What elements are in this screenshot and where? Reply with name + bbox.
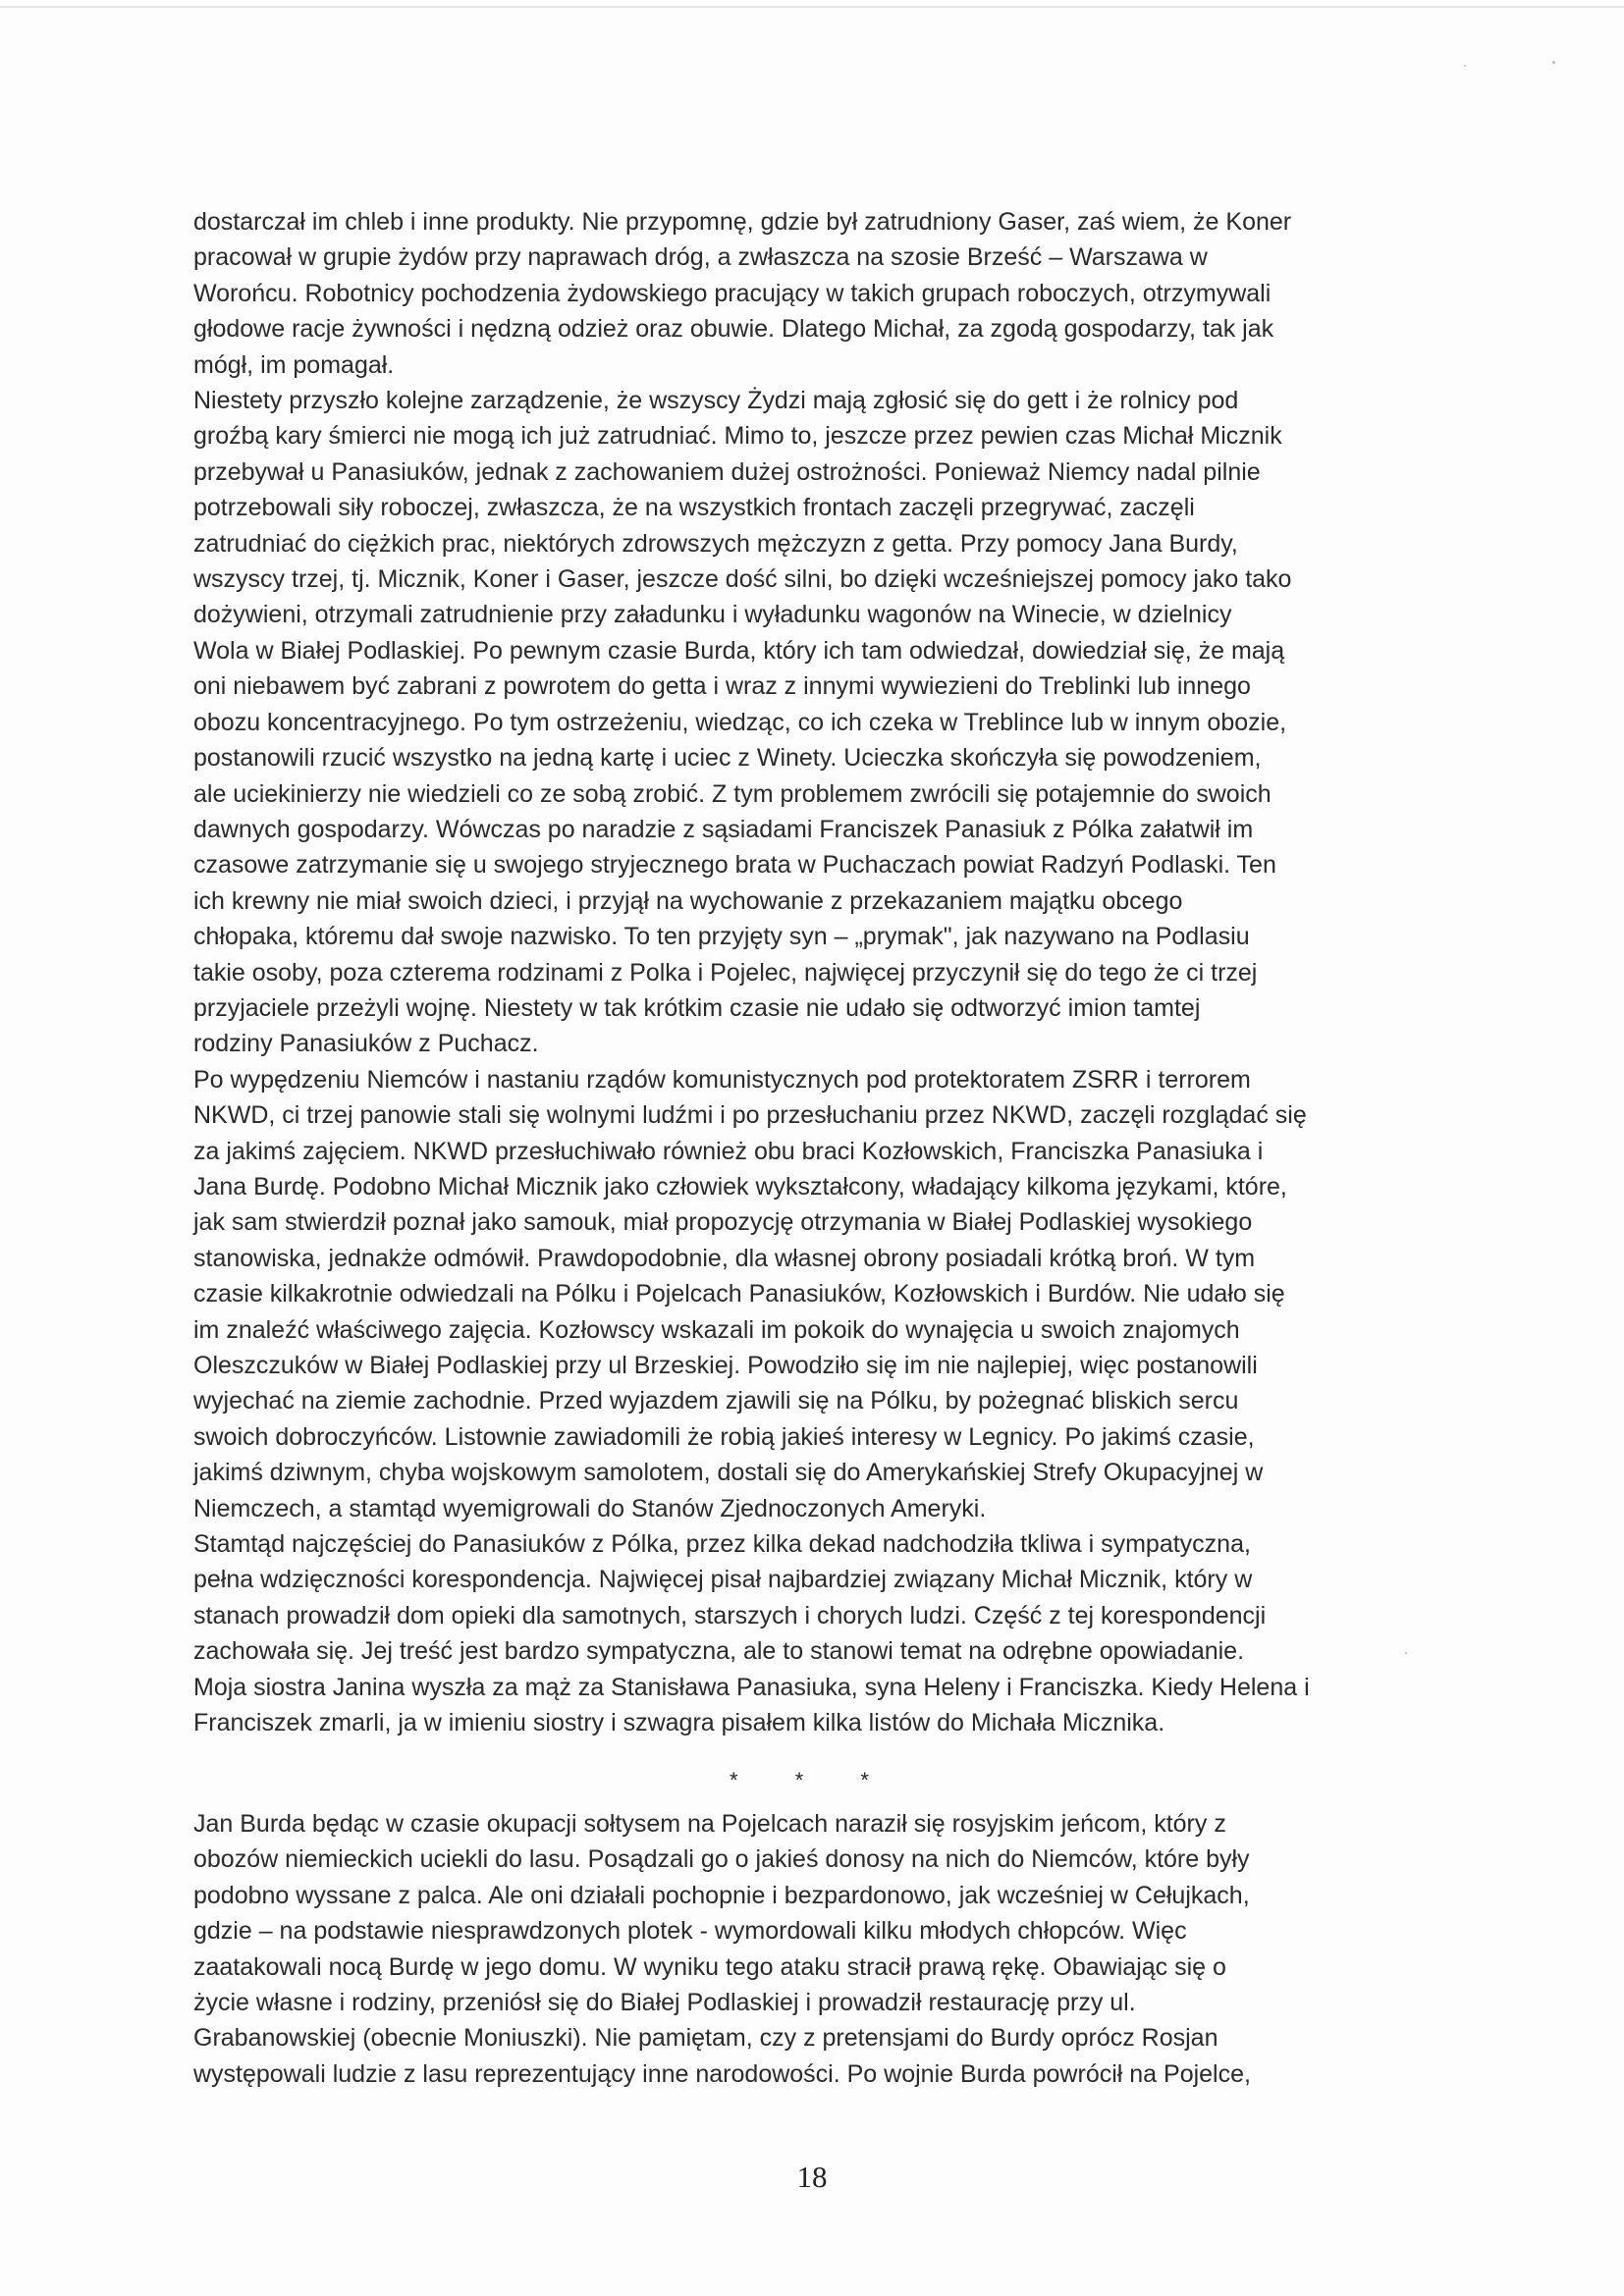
text-line: Oleszczuków w Białej Podlaskiej przy ul Brzeskiej. Powodziło się im nie najlepiej, więc postanowili (193, 1352, 1258, 1379)
text-line: zatrudniać do ciężkich prac, niektórych zdrowszych mężczyzn z getta. Przy pomocy Jana Burdy, (193, 529, 1238, 558)
scan-speck (1552, 61, 1555, 64)
body-text-continuation (193, 1806, 1433, 2092)
text-line: dożywieni, otrzymali zatrudnienie przy załadunku i wyładunku wagonów na Winecie, w dzielnicy (193, 601, 1232, 629)
text-line: im znaleźć właściwego zajęcia. Kozłowscy wskazali im pokoik do wynajęcia u swoich znajomych (193, 1315, 1240, 1344)
text-line: Stamtąd najczęściej do Panasiuków z Pólka, przez kilka dekad nadchodziła tkliwa i sympatyczna, (193, 1530, 1251, 1559)
text-line: Franciszek zmarli, ja w imieniu siostry i szwagra pisałem kilka listów do Michała Micznika. (193, 1709, 1165, 1737)
scan-edge (0, 6, 1624, 8)
text-line: obozu koncentracyjnego. Po tym ostrzeżeniu, wiedząc, co ich czeka w Treblince lub w innym obozie, (193, 708, 1287, 736)
body-text-main (193, 204, 1433, 1740)
text-line: ich krewny nie miał swoich dzieci, i przyjął na wychowanie z przekazaniem majątku obcego (193, 886, 1183, 915)
text-line: Grabanowskiej (obecnie Moniuszki). Nie pamiętam, czy z pretensjami do Burdy oprócz Rosjan (193, 2024, 1218, 2053)
text-line: chłopaka, któremu dał swoje nazwisko. To ten przyjęty syn – „prymak", jak nazywano na Podlasiu (193, 923, 1250, 951)
text-line: zachowała się. Jej treść jest bardzo sympatyczna, ale to stanowi temat na odrębne opowiadanie. (193, 1637, 1245, 1666)
text-line: życie własne i rodziny, przeniósł się do Białej Podlaskiej i prowadził restaurację przy ul. (193, 1989, 1136, 2017)
text-line: oni niebawem być zabrani z powrotem do getta i wraz z innymi wywiezieni do Treblinki lub innego (193, 672, 1251, 701)
text-line: Niestety przyszło kolejne zarządzenie, że wszyscy Żydzi mają zgłosić się do gett i że rolnicy pod (193, 387, 1239, 415)
text-line: NKWD, ci trzej panowie stali się wolnymi ludźmi i po przesłuchaniu przez NKWD, zaczęli rozglądać się (193, 1101, 1307, 1130)
text-line: przyjaciele przeżyli wojnę. Niestety w tak krótkim czasie nie udało się odtworzyć imion tamtej (193, 993, 1201, 1022)
text-line: Moja siostra Janina wyszła za mąż za Stanisława Panasiuka, syna Heleny i Franciszka. Kiedy Helena i (193, 1673, 1310, 1701)
text-line: swoich dobroczyńców. Listownie zawiadomili że robią jakieś interesy w Legnicy. Po jakimś czasie, (193, 1422, 1255, 1451)
text-line: gdzie – na podstawie niesprawdzonych plotek - wymordowali kilku młodych chłopców. Więc (193, 1917, 1187, 1946)
text-line: wyjechać na ziemie zachodnie. Przed wyjazdem zjawili się na Pólku, by pożegnać bliskich sercu (193, 1387, 1239, 1415)
text-line: jak sam stwierdził poznał jako samouk, miał propozycję otrzymania w Białej Podlaskiej wysokiego (193, 1208, 1253, 1237)
text-line: dostarczał im chleb i inne produkty. Nie przypomnę, gdzie był zatrudniony Gaser, zaś wiem, że Koner (193, 208, 1292, 236)
text-line: występowali ludzie z lasu reprezentujący inne narodowości. Po wojnie Burda powrócił na Pojelce, (193, 2059, 1251, 2088)
text-line: groźbą kary śmierci nie mogą ich już zatrudniać. Mimo to, jeszcze przez pewien czas Michał Micznik (193, 422, 1282, 451)
text-line: stanowiska, jednakże odmówił. Prawdopodobnie, dla własnej obrony posiadali krótką broń. W tym (193, 1244, 1256, 1272)
text-line: wszyscy trzej, tj. Micznik, Koner i Gaser, jeszcze dość silni, bo dzięki wcześniejszej pomocy jako tako (193, 565, 1292, 594)
text-line: za jakimś zajęciem. NKWD przesłuchiwało również obu braci Kozłowskich, Franciszka Panasiuka i (193, 1137, 1264, 1165)
text-line: stanach prowadził dom opieki dla samotnych, starszych i chorych ludzi. Część z tej korespondencji (193, 1601, 1267, 1629)
text-line: rodziny Panasiuków z Puchacz. (193, 1030, 539, 1058)
text-line: ale uciekinierzy nie wiedzieli co ze sobą zrobić. Z tym problemem zwrócili się potajemnie do swoich (193, 779, 1272, 808)
text-line: Worońcu. Robotnicy pochodzenia żydowskiego pracujący w takich grupach roboczych, otrzymywali (193, 279, 1272, 307)
text-line: potrzebowali siły roboczej, zwłaszcza, że na wszystkich frontach zaczęli przegrywać, zaczęli (193, 494, 1195, 522)
text-line: przebywał u Panasiuków, jednak z zachowaniem dużej ostrożności. Ponieważ Niemcy nadal pilnie (193, 457, 1261, 486)
section-separator: * * * (730, 1768, 894, 1792)
text-line: postanowili rzucić wszystko na jedną kartę i uciec z Winety. Ucieczka skończyła się powodzeniem, (193, 744, 1262, 773)
text-line: jakimś dziwnym, chyba wojskowym samolotem, dostali się do Amerykańskiej Strefy Okupacyjnej w (193, 1459, 1264, 1487)
text-line: zaatakowali nocą Burdę w jego domu. W wyniku tego ataku stracił prawą rękę. Obawiając się o (193, 1952, 1226, 1981)
text-line: pracował w grupie żydów przy naprawach dróg, a zwłaszcza na szosie Brześć – Warszawa w (193, 243, 1208, 272)
text-line: Jana Burdę. Podobno Michał Micznik jako człowiek wykształcony, władający kilkoma językami, które, (193, 1172, 1287, 1201)
text-line: pełna wdzięczności korespondencja. Najwięcej pisał najbardziej związany Michał Micznik, który w (193, 1566, 1253, 1594)
scan-speck (1464, 65, 1466, 67)
text-line: Wola w Białej Podlaskiej. Po pewnym czasie Burda, który ich tam odwiedzał, dowiedział się, że mają (193, 636, 1285, 665)
page-number: 18 (796, 2160, 828, 2194)
text-line: takie osoby, poza czterema rodzinami z Polka i Pojelec, najwięcej przyczynił się do tego że ci trzej (193, 958, 1258, 987)
text-line: Jan Burda będąc w czasie okupacji sołtysem na Pojelcach naraził się rosyjskim jeńcom, który z (193, 1810, 1226, 1838)
text-line: głodowe racje żywności i nędzną odzież oraz obuwie. Dlatego Michał, za zgodą gospodarzy, tak jak (193, 315, 1274, 344)
text-line: podobno wyssane z palca. Ale oni działali pochopnie i bezpardonowo, jak wcześniej w Cełujkach, (193, 1881, 1250, 1909)
text-line: Niemczech, a stamtąd wyemigrowali do Stanów Zjednoczonych Ameryki. (193, 1494, 987, 1522)
text-line: dawnych gospodarzy. Wówczas po naradzie z sąsiadami Franciszek Panasiuk z Pólka załatwił im (193, 815, 1254, 843)
text-line: czasie kilkakrotnie odwiedzali na Pólku i Pojelcach Panasiuków, Kozłowskich i Burdów. Nie udało się (193, 1280, 1285, 1308)
text-line: Po wypędzeniu Niemców i nastaniu rządów komunistycznych pod protektoratem ZSRR i terrorem (193, 1065, 1251, 1094)
text-line: obozów niemieckich uciekli do lasu. Posądzali go o jakieś donosy na nich do Niemców, które były (193, 1845, 1250, 1874)
text-line: mógł, im pomagał. (193, 350, 395, 379)
text-line: czasowe zatrzymanie się u swojego stryjecznego brata w Puchaczach powiat Radzyń Podlaski. Ten (193, 851, 1276, 880)
